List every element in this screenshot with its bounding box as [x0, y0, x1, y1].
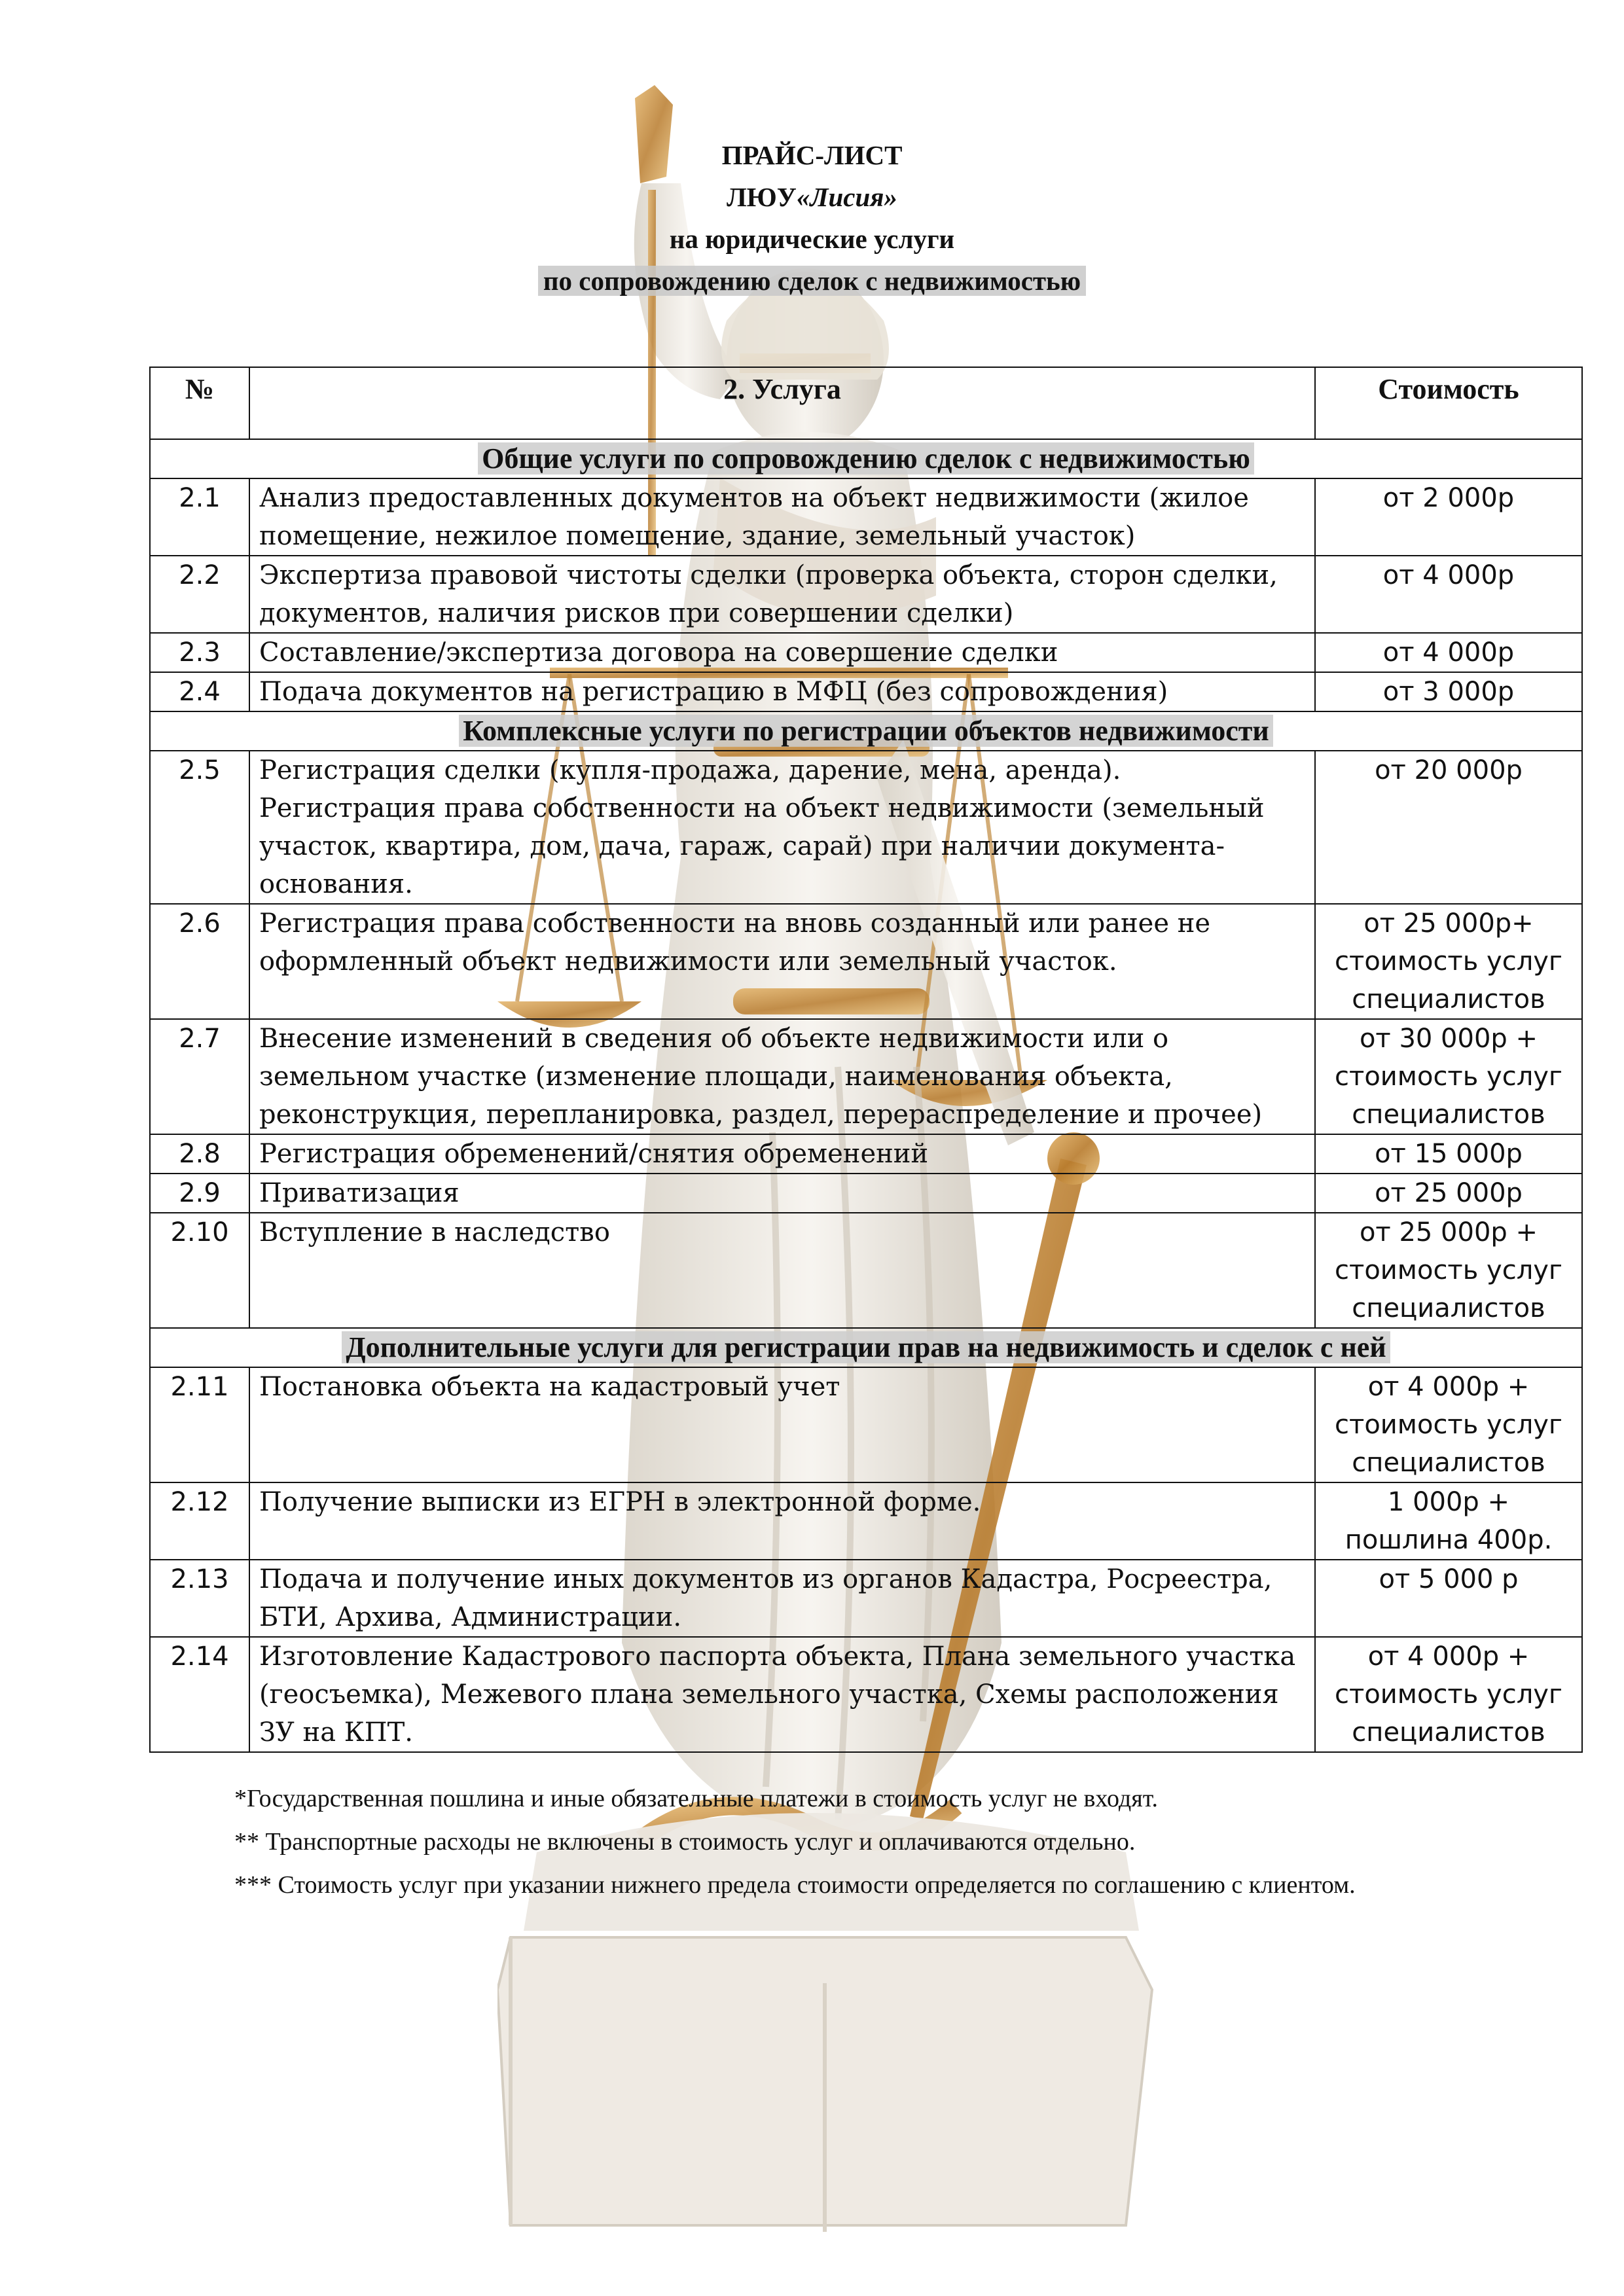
table-row [150, 1213, 1582, 1328]
table-row [150, 904, 1582, 1019]
section-title-cell [150, 711, 1582, 751]
table-header-row [150, 367, 1582, 439]
table-row [150, 556, 1582, 633]
table-row [150, 672, 1582, 711]
table-row [150, 1637, 1582, 1752]
table-body [150, 439, 1582, 1752]
table-row [150, 633, 1582, 672]
service-description: Постановка объекта на кадастровый учет [249, 1367, 1315, 1482]
service-description: Подача документов на регистрацию в МФЦ (без сопровождения) [249, 672, 1315, 711]
doc-subtitle-2-text: по сопровождению сделок с недвижимостью [538, 266, 1086, 296]
section-title: Дополнительные услуги для регистрации прав на недвижимость и сделок с ней [342, 1331, 1390, 1363]
doc-title: ПРАЙС-ЛИСТ [721, 140, 903, 170]
footnote-1: *Государственная пошлина и иные обязательные платежи в стоимость услуг не входят. [234, 1785, 1158, 1812]
footnote-3: *** Стоимость услуг при указании нижнего предела стоимости определяется по соглашению с клиентом. [234, 1871, 1356, 1899]
header-service: 2. Услуга [249, 367, 1315, 439]
service-cost: от 25 000р [1315, 1174, 1582, 1213]
table-row [150, 1019, 1582, 1134]
table-row [150, 751, 1582, 904]
service-number: 2.13 [150, 1560, 249, 1637]
service-description: Изготовление Кадастрового паспорта объекта, Плана земельного участка (геосъемка), Межевого плана земельного участка, Схемы расположения ЗУ на КПТ. [249, 1637, 1315, 1752]
company-name [0, 176, 1624, 218]
service-number: 2.3 [150, 633, 249, 672]
service-number: 2.2 [150, 556, 249, 633]
header-cost: Стоимость [1315, 367, 1582, 439]
service-description: Анализ предоставленных документов на объект недвижимости (жилое помещение, нежилое помещение, здание, земельный участок) [249, 478, 1315, 556]
footnote-2: ** Транспортные расходы не включены в стоимость услуг и оплачиваются отдельно. [234, 1828, 1136, 1856]
service-cost: от 25 000р+ стоимость услуг специалистов [1315, 904, 1582, 1019]
section-row [150, 439, 1582, 478]
service-description: Вступление в наследство [249, 1213, 1315, 1328]
service-description: Получение выписки из ЕГРН в электронной форме. [249, 1482, 1315, 1560]
service-number: 2.12 [150, 1482, 249, 1560]
service-cost: от 4 000р + стоимость услуг специалистов [1315, 1637, 1582, 1752]
service-cost: от 4 000р [1315, 556, 1582, 633]
company-prefix: ЛЮУ [727, 182, 797, 212]
table-row [150, 1174, 1582, 1213]
service-cost: от 3 000р [1315, 672, 1582, 711]
doc-subtitle-2 [0, 260, 1624, 302]
table-row [150, 1560, 1582, 1637]
table-row [150, 1482, 1582, 1560]
table-row [150, 478, 1582, 556]
service-description: Экспертиза правовой чистоты сделки (проверка объекта, сторон сделки, документов, наличия рисков при совершении сделки) [249, 556, 1315, 633]
footnotes [234, 1777, 1517, 1907]
service-cost: от 2 000р [1315, 478, 1582, 556]
section-title: Общие услуги по сопровождению сделок с недвижимостью [478, 442, 1254, 475]
section-title-cell [150, 1328, 1582, 1367]
service-description: Регистрация права собственности на вновь созданный или ранее не оформленный объект недвижимости или земельный участок. [249, 904, 1315, 1019]
service-number: 2.14 [150, 1637, 249, 1752]
document-header [0, 134, 1624, 302]
service-number: 2.5 [150, 751, 249, 904]
table-row [150, 1367, 1582, 1482]
section-title: Комплексные услуги по регистрации объектов недвижимости [459, 715, 1272, 747]
price-table [149, 367, 1583, 1753]
service-description: Регистрация сделки (купля-продажа, дарение, мена, аренда). Регистрация права собственности на объект недвижимости (земельный участок, квартира, дом, дача, гараж, сарай) при наличии документа-основания. [249, 751, 1315, 904]
service-description: Составление/экспертиза договора на совершение сделки [249, 633, 1315, 672]
service-description: Внесение изменений в сведения об объекте недвижимости или о земельном участке (изменение площади, наименования объекта, реконструкция, перепланировка, раздел, перераспределение и прочее) [249, 1019, 1315, 1134]
service-cost: от 4 000р [1315, 633, 1582, 672]
company-name-quoted: «Лисия» [796, 182, 897, 212]
service-cost: от 20 000р [1315, 751, 1582, 904]
service-number: 2.7 [150, 1019, 249, 1134]
service-number: 2.9 [150, 1174, 249, 1213]
service-number: 2.1 [150, 478, 249, 556]
service-cost: от 5 000 р [1315, 1560, 1582, 1637]
header-num: № [150, 367, 249, 439]
service-number: 2.8 [150, 1134, 249, 1174]
section-row [150, 1328, 1582, 1367]
section-title-cell [150, 439, 1582, 478]
service-cost: 1 000р + пошлина 400р. [1315, 1482, 1582, 1560]
service-number: 2.6 [150, 904, 249, 1019]
service-cost: от 25 000р + стоимость услуг специалистов [1315, 1213, 1582, 1328]
section-row [150, 711, 1582, 751]
service-number: 2.10 [150, 1213, 249, 1328]
service-number: 2.11 [150, 1367, 249, 1482]
service-cost: от 30 000р + стоимость услуг специалистов [1315, 1019, 1582, 1134]
service-cost: от 4 000р + стоимость услуг специалистов [1315, 1367, 1582, 1482]
service-number: 2.4 [150, 672, 249, 711]
service-description: Приватизация [249, 1174, 1315, 1213]
service-description: Подача и получение иных документов из органов Кадастра, Росреестра, БТИ, Архива, Администрации. [249, 1560, 1315, 1637]
doc-subtitle: на юридические услуги [669, 224, 955, 254]
service-cost: от 15 000р [1315, 1134, 1582, 1174]
service-description: Регистрация обременений/снятия обременений [249, 1134, 1315, 1174]
table-row [150, 1134, 1582, 1174]
